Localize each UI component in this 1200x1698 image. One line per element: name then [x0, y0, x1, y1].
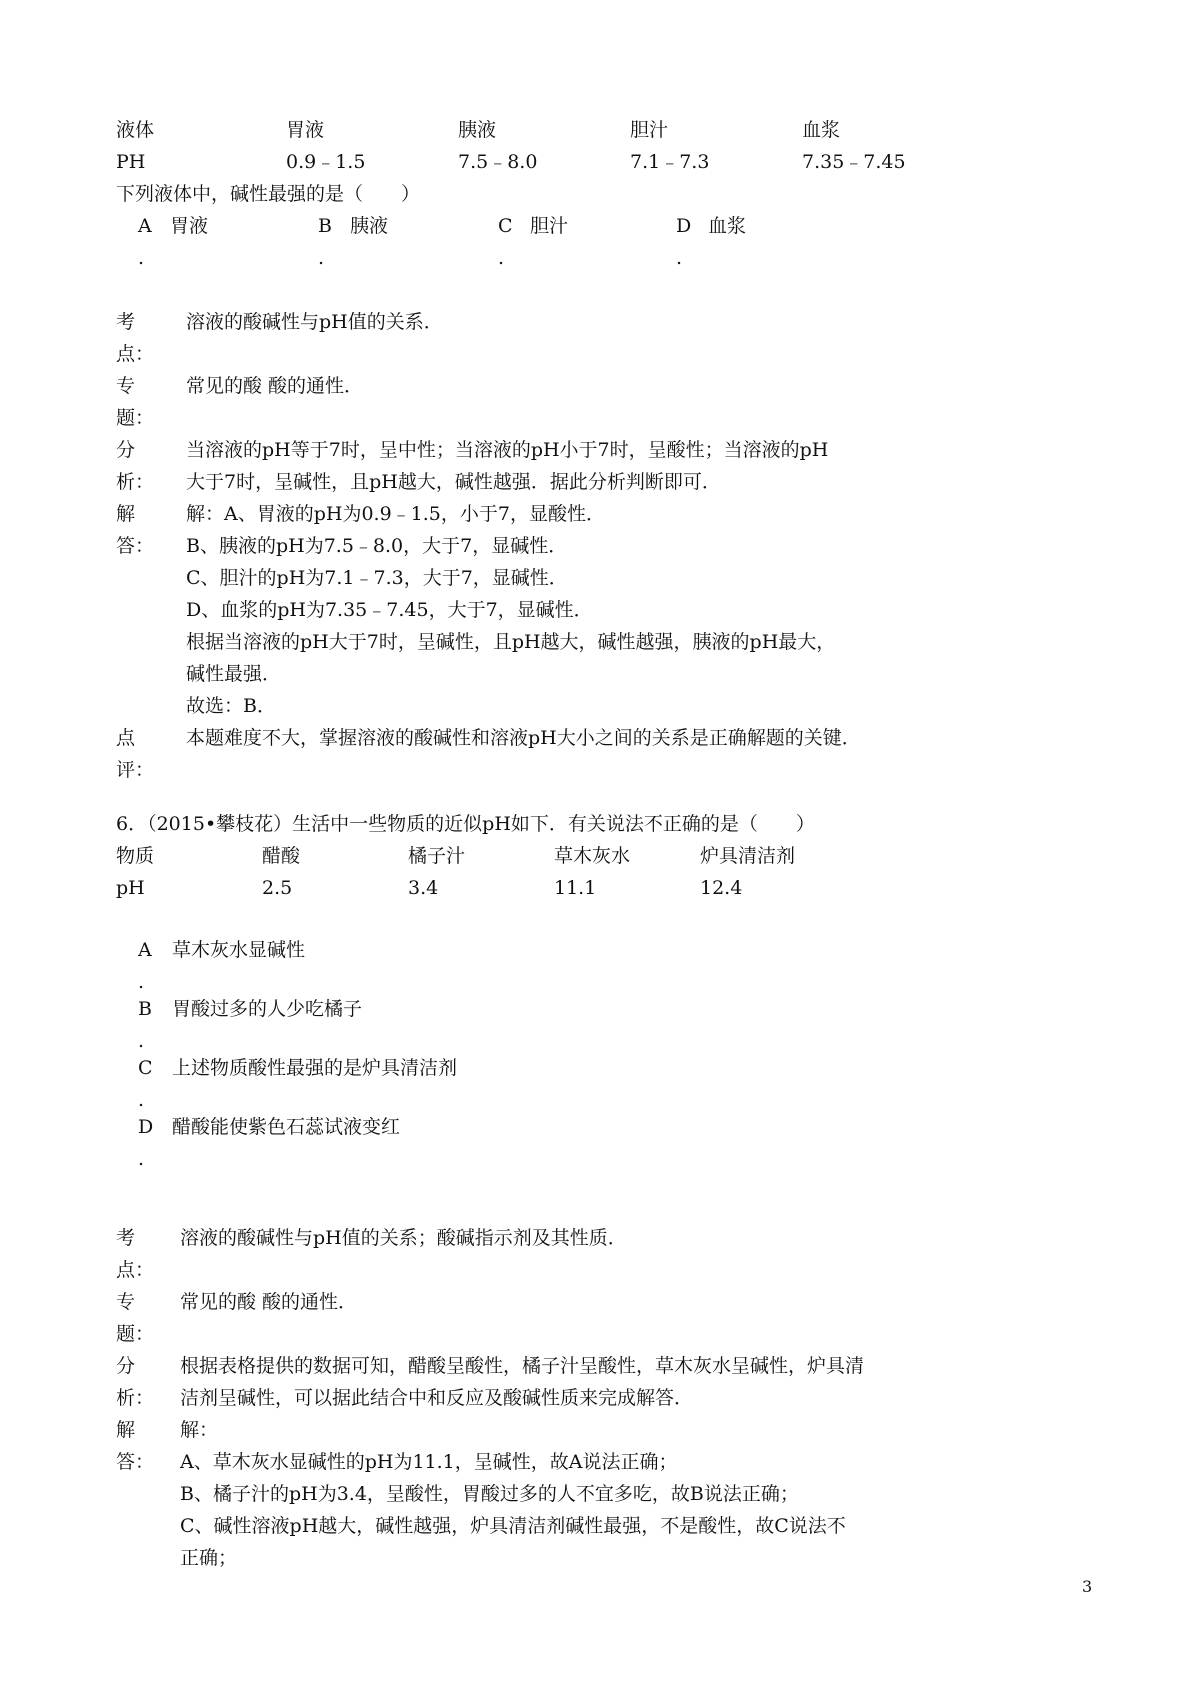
fenxi-section: [116, 434, 946, 498]
section-text: 当溶液的pH等于7时，呈中性；当溶液的pH小于7时，呈酸性；当溶液的pH: [186, 439, 829, 461]
option-dot: .: [138, 1148, 145, 1170]
kaodian-section: [116, 1222, 946, 1286]
section-text: B、橘子汁的pH为3.4，呈酸性，胃酸过多的人不宜多吃，故B说法正确；: [180, 1483, 799, 1505]
table-cell: 7.35﹣7.45: [802, 151, 906, 173]
section-text: 本题难度不大，掌握溶液的酸碱性和溶液pH大小之间的关系是正确解题的关键．: [186, 727, 861, 749]
zhuanti-section: [116, 370, 946, 434]
option-letter: C: [498, 215, 513, 237]
q6-options: [138, 934, 457, 1175]
option-text: 胰液: [350, 215, 389, 237]
section-label: 分: [116, 1355, 136, 1377]
option-dot: .: [138, 1089, 145, 1111]
option-text: 胃液: [170, 215, 209, 237]
option-dot: .: [498, 247, 505, 269]
section-label: 题：: [116, 1323, 155, 1345]
table-cell: 血浆: [802, 119, 841, 141]
table-cell: 0.9﹣1.5: [286, 151, 366, 173]
table-cell: 胰液: [458, 119, 497, 141]
option-letter: C: [138, 1057, 153, 1079]
section-label: 解: [116, 503, 136, 525]
section-text: 根据表格提供的数据可知，醋酸呈酸性，橘子汁呈酸性，草木灰水呈碱性，炉具清: [180, 1355, 865, 1377]
option-letter: A: [138, 215, 152, 237]
question-prompt: [116, 178, 906, 210]
section-text: B、胰液的pH为7.5﹣8.0，大于7，显碱性．: [186, 535, 568, 557]
option-b[interactable]: [318, 210, 498, 242]
option-d[interactable]: [138, 1111, 457, 1143]
option-letter: B: [138, 998, 152, 1020]
section-label: 分: [116, 439, 136, 461]
table-cell: pH: [116, 877, 145, 899]
option-c[interactable]: [138, 1052, 457, 1084]
section-label: 专: [116, 375, 136, 397]
table-cell: 炉具清洁剂: [700, 845, 796, 867]
table-cell: 11.1: [554, 877, 597, 899]
table-cell: 胃液: [286, 119, 325, 141]
section-text: 根据当溶液的pH大于7时，呈碱性，且pH越大，碱性越强，胰液的pH最大，: [186, 631, 836, 653]
table-header-row: [116, 840, 795, 872]
section-text: 解：A、胃液的pH为0.9﹣1.5，小于7，显酸性．: [186, 503, 605, 525]
option-dot: .: [138, 247, 145, 269]
section-label: 析：: [116, 1387, 155, 1409]
section-text: 溶液的酸碱性与pH值的关系．: [186, 311, 443, 333]
section-label: 析：: [116, 471, 155, 493]
jieda-section: [116, 498, 946, 722]
q6-stem: 6．（2015•攀枝花）生活中一些物质的近似pH如下．有关说法不正确的是（ ）: [116, 813, 815, 835]
table-cell: 7.5﹣8.0: [458, 151, 538, 173]
option-text: 血浆: [708, 215, 747, 237]
section-label: 题：: [116, 407, 155, 429]
table-row: [116, 146, 906, 178]
jieda-section: [116, 1414, 946, 1574]
table-cell: 7.1﹣7.3: [630, 151, 710, 173]
option-c[interactable]: [498, 210, 676, 242]
section-text: 大于7时，呈碱性，且pH越大，碱性越强．据此分析判断即可．: [186, 471, 721, 493]
option-dot: .: [318, 247, 325, 269]
section-text: C、碱性溶液pH越大，碱性越强，炉具清洁剂碱性最强，不是酸性，故C说法不: [180, 1515, 846, 1537]
section-text: D、血浆的pH为7.35﹣7.45，大于7，显碱性．: [186, 599, 593, 621]
option-text: 醋酸能使紫色石蕊试液变红: [172, 1116, 401, 1138]
table-cell: 液体: [116, 119, 155, 141]
kaodian-section: [116, 306, 946, 370]
option-a[interactable]: [138, 210, 318, 242]
option-letter: A: [138, 939, 152, 961]
section-label: 点: [116, 727, 136, 749]
section-text: A、草木灰水显碱性的pH为11.1，呈碱性，故A说法正确；: [180, 1451, 678, 1473]
option-dot: .: [676, 247, 683, 269]
table-cell: 3.4: [408, 877, 439, 899]
option-letter: D: [138, 1116, 154, 1138]
option-letter: B: [318, 215, 332, 237]
section-text: C、胆汁的pH为7.1﹣7.3，大于7，显碱性．: [186, 567, 568, 589]
section-label: 考: [116, 311, 136, 333]
section-label: 点：: [116, 343, 155, 365]
section-label: 考: [116, 1227, 136, 1249]
option-text: 草木灰水显碱性: [172, 939, 306, 961]
table-cell: 草木灰水: [554, 845, 631, 867]
option-b[interactable]: [138, 993, 457, 1025]
page-number: 3: [1082, 1577, 1093, 1596]
section-label: 点：: [116, 1259, 155, 1281]
option-dot: .: [138, 1030, 145, 1052]
q6-analysis: [116, 1222, 946, 1574]
table-cell: 2.5: [262, 877, 293, 899]
section-text: 常见的酸 酸的通性．: [186, 375, 364, 397]
q5-analysis: [116, 306, 946, 786]
q5-ph-table: [116, 114, 906, 210]
table-header-row: [116, 114, 906, 146]
section-text: 解：: [180, 1419, 219, 1441]
section-text: 故选：B．: [186, 695, 276, 717]
section-label: 答：: [116, 1451, 155, 1473]
option-letter: D: [676, 215, 692, 237]
section-text: 洁剂呈碱性，可以据此结合中和反应及酸碱性质来完成解答．: [180, 1387, 694, 1409]
option-text: 胆汁: [530, 215, 569, 237]
table-cell: PH: [116, 151, 146, 173]
option-d[interactable]: [676, 210, 746, 242]
q5-options: [138, 210, 746, 274]
table-cell: 醋酸: [262, 845, 301, 867]
section-label: 专: [116, 1291, 136, 1313]
table-row: [116, 872, 795, 904]
section-text: 碱性最强．: [186, 663, 282, 685]
section-text: 溶液的酸碱性与pH值的关系；酸碱指示剂及其性质．: [180, 1227, 627, 1249]
table-cell: 12.4: [700, 877, 743, 899]
zhuanti-section: [116, 1286, 946, 1350]
option-text: 胃酸过多的人少吃橘子: [172, 998, 363, 1020]
table-cell: 物质: [116, 845, 155, 867]
section-label: 答：: [116, 535, 155, 557]
section-label: 评：: [116, 759, 155, 781]
q6-ph-table: [116, 840, 795, 904]
q5-prompt: 下列液体中，碱性最强的是（ ）: [116, 183, 421, 205]
section-text: 常见的酸 酸的通性．: [180, 1291, 358, 1313]
table-cell: 胆汁: [630, 119, 669, 141]
fenxi-section: [116, 1350, 946, 1414]
dianping-section: [116, 722, 946, 786]
option-text: 上述物质酸性最强的是炉具清洁剂: [172, 1057, 458, 1079]
table-cell: 橘子汁: [408, 845, 466, 867]
section-label: 解: [116, 1419, 136, 1441]
section-text: 正确；: [180, 1547, 238, 1569]
option-dot: .: [138, 971, 145, 993]
option-a[interactable]: [138, 934, 457, 966]
